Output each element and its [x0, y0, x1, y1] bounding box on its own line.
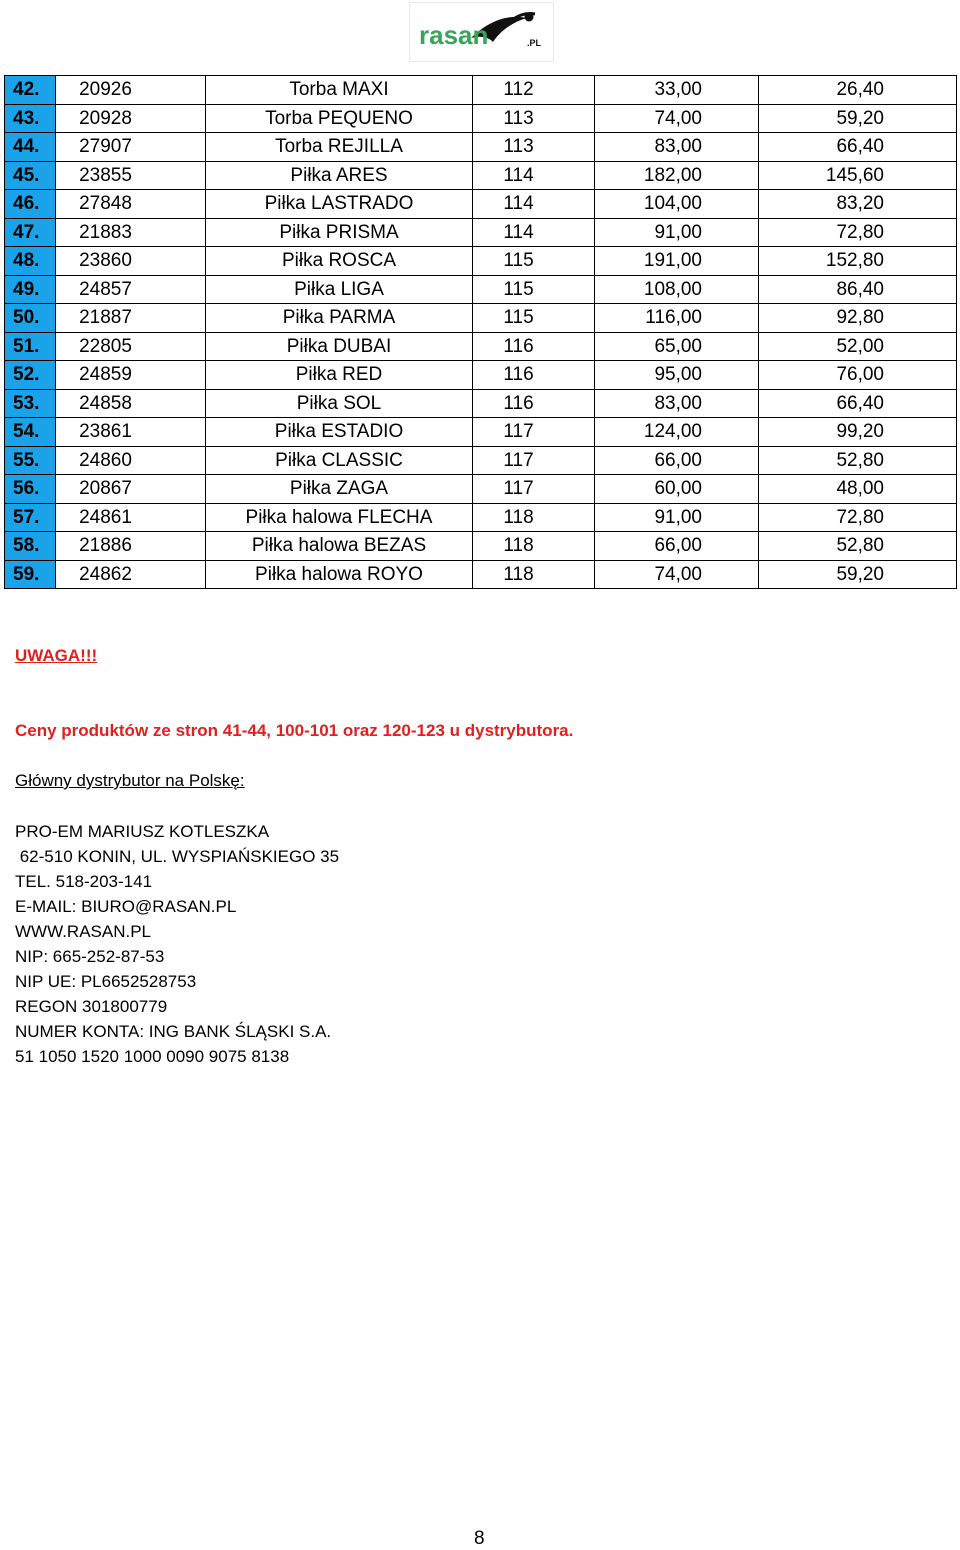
contact-website: WWW.RASAN.PL — [15, 922, 152, 941]
price-cell: 74,00 — [595, 560, 759, 589]
table-row — [5, 190, 957, 219]
product-name-cell: Piłka LASTRADO — [206, 190, 473, 219]
product-name-cell: Piłka PRISMA — [206, 218, 473, 247]
row-number-cell: 43. — [5, 104, 56, 133]
catalog-page-cell: 116 — [473, 361, 595, 390]
price-cell: 124,00 — [595, 418, 759, 447]
price-cell: 95,00 — [595, 361, 759, 390]
catalog-page-cell: 117 — [473, 475, 595, 504]
catalog-page-cell: 117 — [473, 446, 595, 475]
row-number-cell: 58. — [5, 532, 56, 561]
catalog-page-cell: 118 — [473, 532, 595, 561]
contact-bank: NUMER KONTA: ING BANK ŚLĄSKI S.A. — [15, 1022, 332, 1041]
row-number-cell: 51. — [5, 332, 56, 361]
price-cell: 83,00 — [595, 133, 759, 162]
table-row — [5, 133, 957, 162]
catalog-page-cell: 117 — [473, 418, 595, 447]
row-number-cell: 55. — [5, 446, 56, 475]
product-name-cell: Piłka ZAGA — [206, 475, 473, 504]
product-name-cell: Piłka ARES — [206, 161, 473, 190]
table-row — [5, 532, 957, 561]
net-price-cell: 76,00 — [759, 361, 957, 390]
net-price-cell: 59,20 — [759, 560, 957, 589]
row-number-cell: 42. — [5, 76, 56, 105]
row-number-cell: 56. — [5, 475, 56, 504]
row-number-cell: 59. — [5, 560, 56, 589]
product-code-cell: 22805 — [56, 332, 206, 361]
table-row — [5, 161, 957, 190]
product-code-cell: 21887 — [56, 304, 206, 333]
product-name-cell: Piłka halowa ROYO — [206, 560, 473, 589]
product-name-cell: Piłka CLASSIC — [206, 446, 473, 475]
price-cell: 65,00 — [595, 332, 759, 361]
contact-block — [15, 819, 339, 1069]
product-name-cell: Piłka halowa BEZAS — [206, 532, 473, 561]
product-code-cell: 24858 — [56, 389, 206, 418]
table-row — [5, 104, 957, 133]
table-row — [5, 218, 957, 247]
distributor-heading: Główny dystrybutor na Polskę: — [15, 771, 245, 790]
net-price-cell: 152,80 — [759, 247, 957, 276]
price-cell: 60,00 — [595, 475, 759, 504]
row-number-cell: 53. — [5, 389, 56, 418]
product-code-cell: 24859 — [56, 361, 206, 390]
net-price-cell: 83,20 — [759, 190, 957, 219]
table-row — [5, 275, 957, 304]
catalog-page-cell: 115 — [473, 247, 595, 276]
table-row — [5, 361, 957, 390]
product-name-cell: Piłka ESTADIO — [206, 418, 473, 447]
price-table — [4, 75, 957, 589]
table-row — [5, 76, 957, 105]
net-price-cell: 52,80 — [759, 446, 957, 475]
catalog-page-cell: 114 — [473, 218, 595, 247]
net-price-cell: 72,80 — [759, 503, 957, 532]
catalog-page-cell: 115 — [473, 304, 595, 333]
product-name-cell: Torba REJILLA — [206, 133, 473, 162]
net-price-cell: 48,00 — [759, 475, 957, 504]
price-note: Ceny produktów ze stron 41-44, 100-101 oraz 120-123 u dystrybutora. — [15, 721, 574, 740]
product-name-cell: Piłka SOL — [206, 389, 473, 418]
product-code-cell: 20867 — [56, 475, 206, 504]
catalog-page-cell: 116 — [473, 389, 595, 418]
contact-email: E-MAIL: BIURO@RASAN.PL — [15, 897, 237, 916]
catalog-page-cell: 115 — [473, 275, 595, 304]
price-cell: 182,00 — [595, 161, 759, 190]
row-number-cell: 46. — [5, 190, 56, 219]
product-code-cell: 27848 — [56, 190, 206, 219]
price-cell: 104,00 — [595, 190, 759, 219]
product-code-cell: 24860 — [56, 446, 206, 475]
product-name-cell: Torba MAXI — [206, 76, 473, 105]
row-number-cell: 45. — [5, 161, 56, 190]
product-name-cell: Piłka DUBAI — [206, 332, 473, 361]
net-price-cell: 66,40 — [759, 133, 957, 162]
price-cell: 33,00 — [595, 76, 759, 105]
product-name-cell: Torba PEQUENO — [206, 104, 473, 133]
catalog-page-cell: 116 — [473, 332, 595, 361]
contact-phone: TEL. 518-203-141 — [15, 872, 153, 891]
product-name-cell: Piłka PARMA — [206, 304, 473, 333]
contact-address: 62-510 KONIN, UL. WYSPIAŃSKIEGO 35 — [15, 847, 340, 866]
product-code-cell: 23861 — [56, 418, 206, 447]
product-name-cell: Piłka LIGA — [206, 275, 473, 304]
catalog-page-cell: 112 — [473, 76, 595, 105]
logo-brand-text: rasan — [419, 20, 489, 50]
catalog-page-cell: 113 — [473, 133, 595, 162]
row-number-cell: 47. — [5, 218, 56, 247]
table-row — [5, 247, 957, 276]
net-price-cell: 26,40 — [759, 76, 957, 105]
table-row — [5, 475, 957, 504]
logo-graphic — [409, 2, 554, 62]
contact-nip: NIP: 665-252-87-53 — [15, 947, 165, 966]
row-number-cell: 50. — [5, 304, 56, 333]
table-row — [5, 446, 957, 475]
net-price-cell: 59,20 — [759, 104, 957, 133]
price-cell: 191,00 — [595, 247, 759, 276]
product-name-cell: Piłka RED — [206, 361, 473, 390]
table-row — [5, 503, 957, 532]
catalog-page-cell: 114 — [473, 190, 595, 219]
product-code-cell: 21883 — [56, 218, 206, 247]
row-number-cell: 57. — [5, 503, 56, 532]
warning-heading: UWAGA!!! — [15, 646, 98, 665]
catalog-page-cell: 114 — [473, 161, 595, 190]
net-price-cell: 52,80 — [759, 532, 957, 561]
table-row — [5, 560, 957, 589]
price-cell: 83,00 — [595, 389, 759, 418]
product-code-cell: 20928 — [56, 104, 206, 133]
table-row — [5, 389, 957, 418]
product-code-cell: 20926 — [56, 76, 206, 105]
product-code-cell: 24861 — [56, 503, 206, 532]
price-cell: 108,00 — [595, 275, 759, 304]
price-cell: 74,00 — [595, 104, 759, 133]
row-number-cell: 54. — [5, 418, 56, 447]
net-price-cell: 99,20 — [759, 418, 957, 447]
product-code-cell: 24862 — [56, 560, 206, 589]
row-number-cell: 52. — [5, 361, 56, 390]
contact-account-number: 51 1050 1520 1000 0090 9075 8138 — [15, 1047, 290, 1066]
price-table-body — [5, 76, 957, 589]
product-name-cell: Piłka halowa FLECHA — [206, 503, 473, 532]
price-cell: 91,00 — [595, 218, 759, 247]
table-row — [5, 418, 957, 447]
price-cell: 91,00 — [595, 503, 759, 532]
catalog-page-cell: 113 — [473, 104, 595, 133]
net-price-cell: 86,40 — [759, 275, 957, 304]
net-price-cell: 52,00 — [759, 332, 957, 361]
row-number-cell: 49. — [5, 275, 56, 304]
logo-suffix-text: .PL — [527, 38, 542, 48]
page-number: 8 — [474, 1528, 485, 1549]
net-price-cell: 72,80 — [759, 218, 957, 247]
product-name-cell: Piłka ROSCA — [206, 247, 473, 276]
rasan-logo — [409, 2, 554, 62]
product-code-cell: 24857 — [56, 275, 206, 304]
product-code-cell: 23860 — [56, 247, 206, 276]
price-cell: 116,00 — [595, 304, 759, 333]
net-price-cell: 66,40 — [759, 389, 957, 418]
row-number-cell: 44. — [5, 133, 56, 162]
catalog-page-cell: 118 — [473, 560, 595, 589]
price-cell: 66,00 — [595, 446, 759, 475]
contact-company: PRO-EM MARIUSZ KOTLESZKA — [15, 822, 270, 841]
product-code-cell: 23855 — [56, 161, 206, 190]
price-cell: 66,00 — [595, 532, 759, 561]
table-row — [5, 304, 957, 333]
product-code-cell: 21886 — [56, 532, 206, 561]
row-number-cell: 48. — [5, 247, 56, 276]
catalog-page-cell: 118 — [473, 503, 595, 532]
net-price-cell: 92,80 — [759, 304, 957, 333]
contact-nip-ue: NIP UE: PL6652528753 — [15, 972, 197, 991]
table-row — [5, 332, 957, 361]
contact-regon: REGON 301800779 — [15, 997, 168, 1016]
product-code-cell: 27907 — [56, 133, 206, 162]
net-price-cell: 145,60 — [759, 161, 957, 190]
